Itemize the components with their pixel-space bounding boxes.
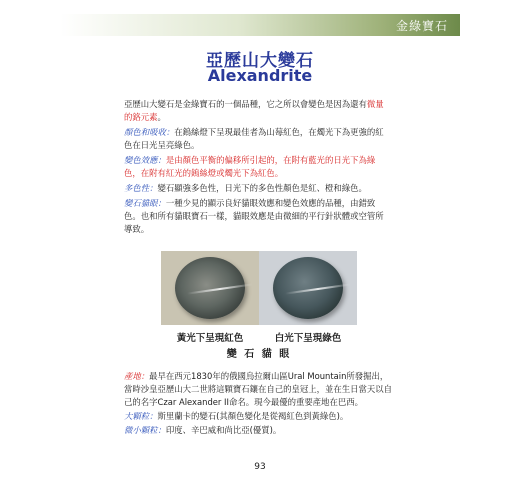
chapter-header-bar: [60, 14, 460, 36]
color-absorb-label: 顏色和吸收：: [124, 127, 175, 137]
origin-label: 產地：: [124, 371, 150, 381]
main-text: [124, 98, 386, 238]
cabochon-gem-red: [175, 257, 245, 319]
intro-end: 。: [157, 112, 166, 122]
color-effect-text: 是由顏色平衡的偏移所引起的，在附有藍光的日光下為綠色，在附有紅光的鎢絲燈或燭光下為紅色。: [124, 155, 376, 178]
intro-text: 亞歷山大變石是金綠寶石的一個品種，它之所以會變色是因為還有: [124, 99, 367, 109]
large-grain-paragraph: [124, 410, 396, 423]
right-photo-caption: 白光下呈現綠色: [274, 333, 342, 344]
cabochon-gem-green: [273, 257, 343, 319]
small-grain-paragraph: [124, 424, 396, 437]
photo-captions: [161, 330, 357, 344]
chapter-label: 金綠寶石: [395, 19, 448, 33]
cats-eye-label: 變石貓眼：: [124, 198, 166, 208]
large-grain-label: 大顆粒：: [124, 411, 158, 421]
intro-highlight: 微量的鉻元素: [124, 99, 384, 122]
color-absorb-paragraph: [124, 126, 386, 152]
large-grain-text: 斯里蘭卡的變石(其顏色變化是從褐紅色到黃綠色)。: [157, 411, 349, 421]
pleochroism-label: 多色性：: [124, 183, 158, 193]
small-grain-text: 印度、辛巴威和尚比亞(優質)。: [165, 425, 282, 435]
color-effect-paragraph: [124, 154, 386, 180]
page-number: 93: [254, 462, 266, 472]
gem-photos: [161, 251, 357, 325]
cats-eye-band: [285, 283, 351, 294]
origin-paragraph: [124, 370, 396, 409]
color-effect-label: 變色效應：: [124, 155, 166, 165]
origin-section: [124, 370, 396, 438]
page-title-english: Alexandrite: [207, 66, 313, 85]
photos-main-caption: 變 石 貓 眼: [226, 349, 292, 360]
origin-text: 最早在西元1830年的俄國烏拉爾山區Ural Mountain所發掘出，當時沙皇亞歷山大二世將這顆寶石鑲在自己的皇冠上，並在生日當天以自己的名字Czar Alexander II命名。現今最優的重要產地在巴西。: [124, 371, 392, 407]
alexandrite-red-photo: [161, 251, 259, 325]
cats-eye-text: 一種少見的顯示良好貓眼效應和變色效應的品種，由錯致色。也和所有貓眼寶石一樣，貓眼效應是由微細的平行針狀體或空管所導致。: [124, 198, 384, 234]
small-grain-label: 微小顆粒：: [124, 425, 166, 435]
page-title-chinese: 亞歷山大變石: [206, 51, 314, 71]
pleochroism-paragraph: [124, 182, 386, 195]
cats-eye-band: [187, 283, 253, 294]
intro-paragraph: [124, 98, 386, 124]
pleochroism-text: 變石顯強多色性，日光下的多色性顏色是紅、橙和綠色。: [157, 183, 367, 193]
cats-eye-paragraph: [124, 197, 386, 236]
left-photo-caption: 黃光下呈現紅色: [176, 333, 244, 344]
alexandrite-green-photo: [259, 251, 357, 325]
color-absorb-text: 在鎢絲燈下呈現最佳者為山莓紅色，在燭光下為更強的紅色在日光呈亮綠色。: [124, 127, 384, 150]
